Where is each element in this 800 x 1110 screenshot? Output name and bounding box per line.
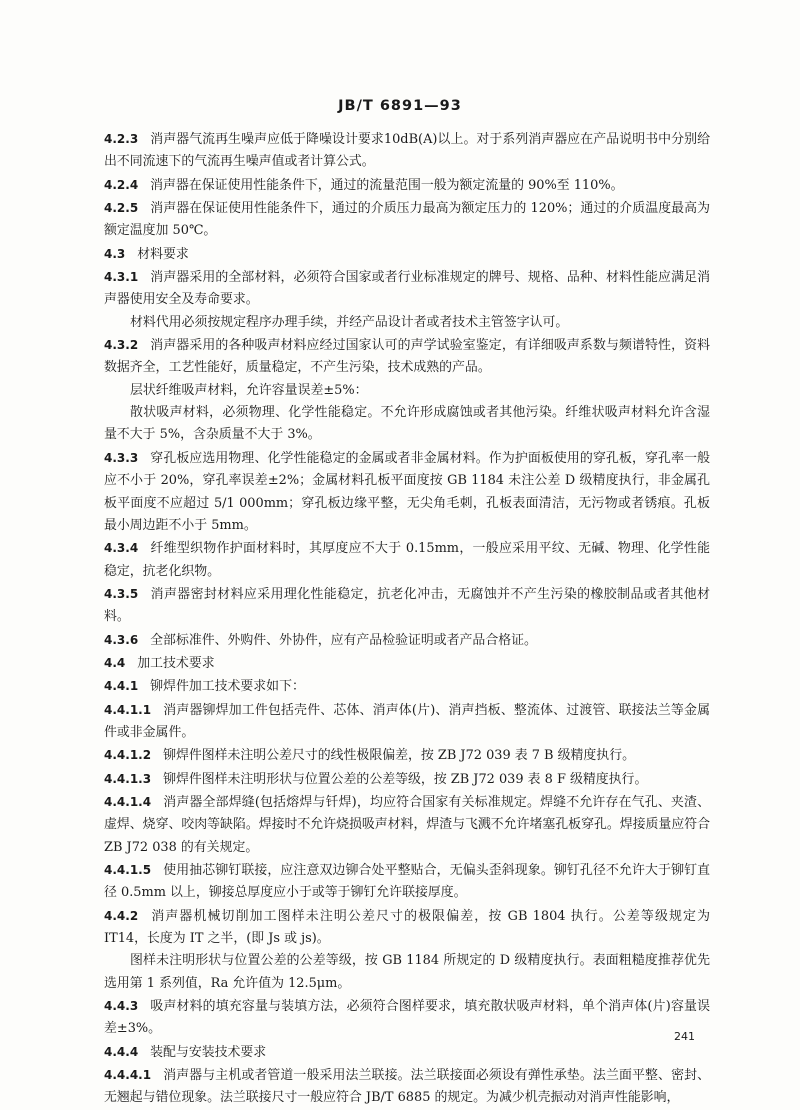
clause-number: 4.3.6 — [104, 632, 139, 647]
clause-number: 4.4.1.1 — [104, 702, 152, 717]
clause-number: 4.4.3 — [104, 999, 139, 1014]
page-header: JB/T 6891—93 — [338, 98, 462, 114]
paragraph — [104, 447, 710, 537]
clause-text: 消声器在保证使用性能条件下，通过的介质压力最高为额定压力的 120%；通过的介质温度最高为额定温度加 50℃。 — [104, 201, 710, 239]
clause-text: 消声器全部焊缝(包括熔焊与钎焊)，均应符合国家有关标准规定。焊缝不允许存在气孔、夹渣、虚焊、烧穿、咬肉等缺陷。焊接时不允许烧损吸声材料，焊渣与飞溅不允许堵塞孔板穿孔。焊接质量应符合 ZB J72 038 的有关规定。 — [104, 794, 710, 855]
clause-number: 4.4.1.4 — [104, 794, 152, 809]
clause-number: 4.3.2 — [104, 338, 139, 353]
clause-text: 加工技术要求 — [137, 655, 215, 671]
paragraph — [104, 266, 710, 312]
clause-text: 消声器机械切削加工图样未注明公差尺寸的极限偏差，按 GB 1804 执行。公差等级规定为 IT14，长度为 IT 之半，(即 Js 或 js)。 — [104, 908, 710, 947]
clause-text: 铆焊件图样未注明形状与位置公差的公差等级，按 ZB J72 039 表 8 F 级精度执行。 — [163, 771, 648, 787]
paragraph — [104, 629, 710, 652]
paragraph — [104, 950, 710, 995]
clause-text: 消声器铆焊加工件包括壳件、芯体、消声体(片)、消声挡板、整流体、过渡管、联接法兰等金属件或非金属件。 — [104, 702, 710, 740]
paragraph — [104, 905, 710, 951]
clause-text: 材料代用必须按规定程序办理手续，并经产品设计者或者技术主管签字认可。 — [130, 314, 569, 330]
clause-text: 铆焊件加工技术要求如下： — [150, 679, 305, 695]
paragraph — [104, 312, 710, 334]
clause-text: 消声器与主机或者管道一般采用法兰联接。法兰联接面必须设有弹性承垫。法兰面平整、密封、无翘起与错位现象。法兰联接尺寸一般应符合 JB/T 6885 的规定。为减少机壳振动对消声性能影响， — [104, 1068, 710, 1106]
clause-number: 4.3.3 — [104, 450, 139, 465]
clause-number: 4.2.4 — [104, 177, 139, 192]
clause-text: 纤维型织物作护面材料时，其厚度应不大于 0.15mm，一般应采用平纹、无碱、物理、化学性能稳定，抗老化织物。 — [104, 541, 710, 579]
clause-text: 消声器采用的各种吸声材料应经过国家认可的声学试验室鉴定，有详细吸声系数与频谱特性，资料数据齐全，工艺性能好，质量稳定，不产生污染，技术成熟的产品。 — [104, 338, 710, 376]
clause-text: 散状吸声材料，必须物理、化学性能稳定。不允许形成腐蚀或者其他污染。纤维状吸声材料允许含湿量不大于 5%，含杂质量不大于 3%。 — [104, 405, 710, 443]
paragraph — [104, 995, 710, 1041]
clause-number: 4.3 — [104, 246, 126, 261]
clause-text: 穿孔板应选用物理、化学性能稳定的金属或者非金属材料。作为护面板使用的穿孔板，穿孔率一般应不小于 20%，穿孔率误差±2%；金属材料孔板平面度按 GB 1184 未注公差 D 级精度执行，非金属孔板平面度不应超过 5/1 000mm；穿孔板边缘平整，无尖角毛刺，孔板表面清洁，无污物或者锈痕。孔板最小周边距不小于 5mm。 — [104, 450, 710, 533]
paragraph — [104, 174, 710, 197]
page-number: 241 — [674, 1030, 695, 1043]
clause-number: 4.2.3 — [104, 132, 139, 146]
clause-text: 图样未注明形状与位置公差的公差等级，按 GB 1184 所规定的 D 级精度执行。表面粗糙度推荐优先选用第 1 系列值，Ra 允许值为 12.5μm。 — [104, 953, 710, 991]
clause-number: 4.4.1.3 — [104, 771, 152, 786]
clause-number: 4.4.1.2 — [104, 748, 152, 763]
clause-text: 材料要求 — [137, 246, 189, 262]
paragraph — [104, 243, 710, 266]
clause-text: 铆焊件图样未注明公差尺寸的线性极限偏差，按 ZB J72 039 表 7 B 级精度执行。 — [163, 748, 635, 764]
paragraph — [104, 380, 710, 402]
clause-number: 4.3.4 — [104, 541, 139, 556]
paragraph — [104, 583, 710, 629]
paragraph — [104, 859, 710, 905]
paragraph — [104, 675, 710, 698]
clause-text: 消声器气流再生噪声应低于降噪设计要求10dB(A)以上。对于系列消声器应在产品说明书中分别给出不同流速下的气流再生噪声值或者计算公式。 — [104, 132, 710, 170]
clause-text: 使用抽芯铆钉联接，应注意双边铆合处平整贴合，无偏头歪斜现象。铆钉孔径不允许大于铆钉直径 0.5mm 以上，铆接总厚度应小于或等于铆钉允许联接厚度。 — [104, 863, 710, 901]
clause-text: 层状纤维吸声材料，允许容量误差±5%： — [130, 382, 368, 398]
paragraph — [104, 768, 710, 791]
paragraph — [104, 334, 710, 380]
document-body — [104, 128, 710, 1110]
paragraph — [104, 1064, 710, 1110]
clause-number: 4.2.5 — [104, 201, 139, 216]
clause-number: 4.4 — [104, 655, 126, 670]
clause-number: 4.4.4 — [104, 1044, 139, 1059]
clause-text: 装配与安装技术要求 — [150, 1044, 267, 1060]
clause-number: 4.4.1.5 — [104, 863, 152, 877]
paragraph — [104, 537, 710, 583]
clause-number: 4.4.4.1 — [104, 1068, 152, 1083]
clause-text: 消声器采用的全部材料，必须符合国家或者行业标准规定的牌号、规格、品种、材料性能应满足消声器使用安全及寿命要求。 — [104, 270, 710, 308]
clause-text: 消声器密封材料应采用理化性能稳定，抗老化冲击，无腐蚀并不产生污染的橡胶制品或者其他材料。 — [104, 586, 710, 625]
clause-number: 4.4.1 — [104, 679, 139, 694]
paragraph — [104, 699, 710, 745]
clause-text: 全部标准件、外购件、外协件，应有产品检验证明或者产品合格证。 — [150, 632, 537, 648]
clause-number: 4.4.2 — [104, 908, 139, 923]
clause-number: 4.3.5 — [104, 586, 139, 601]
paragraph — [104, 128, 710, 174]
clause-text: 消声器在保证使用性能条件下，通过的流量范围一般为额定流量的 90%至 110%。 — [150, 177, 624, 193]
paragraph — [104, 652, 710, 675]
paragraph — [104, 197, 710, 243]
paragraph — [104, 402, 710, 447]
paragraph — [104, 744, 710, 767]
clause-number: 4.3.1 — [104, 270, 139, 285]
paragraph — [104, 791, 710, 859]
clause-text: 吸声材料的填充容量与装填方法，必须符合图样要求，填充散状吸声材料，单个消声体(片)容量误差±3%。 — [104, 999, 710, 1037]
paragraph — [104, 1041, 710, 1064]
